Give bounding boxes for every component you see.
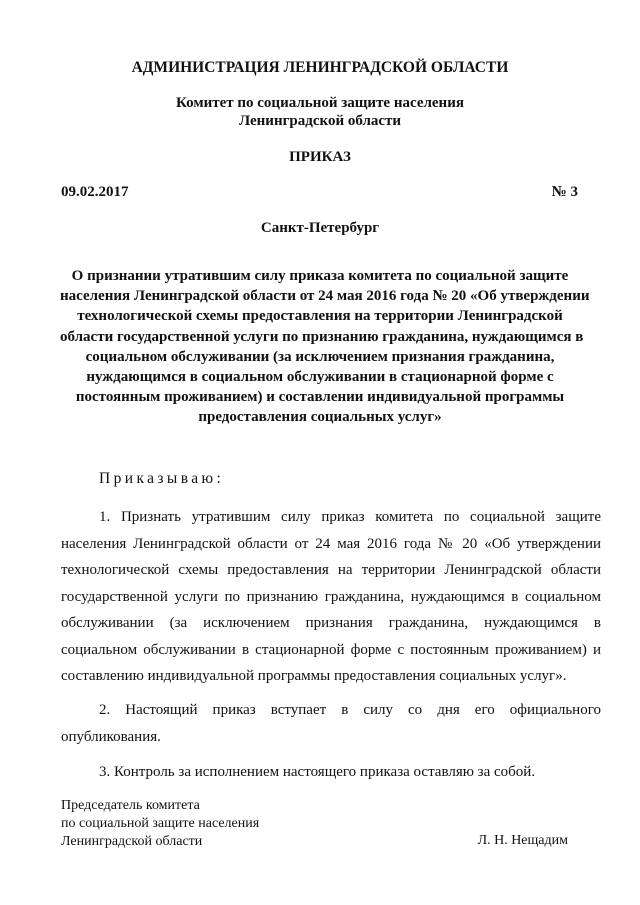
decree-word: Приказываю: [99, 470, 225, 487]
administration-heading: АДМИНИСТРАЦИЯ ЛЕНИНГРАДСКОЙ ОБЛАСТИ [131, 59, 509, 76]
paragraph-3 [61, 759, 601, 786]
committee-name-line: Комитет по социальной защите населения [176, 95, 464, 111]
committee-name-line: Ленинградской области [238, 113, 402, 129]
subject-line: населения Ленинградской области от 24 мая 2016 года № 20 «Об утверждении [60, 288, 590, 305]
paragraph-line: 1. Признать утратившим силу приказ комитета по социальной защите [99, 509, 601, 525]
signer-title-line: Ленинградской области [61, 834, 203, 849]
subject-line: технологической схемы предоставления на территории Ленинградской [77, 308, 563, 325]
document-type-title: ПРИКАЗ [289, 149, 351, 165]
paragraph-line: 2. Настоящий приказ вступает в силу со дня его официального [99, 702, 601, 718]
paragraph-line: населения Ленинградской области от 24 мая 2016 года № 20 «Об утверждении [61, 535, 601, 552]
paragraph-line: социальном обслуживании в стационарной форме с постоянным проживанием) и [61, 641, 601, 658]
paragraph-line: составлению индивидуальной программы предоставления социальных услуг». [61, 668, 567, 684]
subject-line: области государственной услуги по признанию гражданина, нуждающимся в [60, 328, 584, 345]
paragraph-line: 3. Контроль за исполнением настоящего приказа оставляю за собой. [99, 764, 536, 780]
paragraph-line: опубликования. [61, 728, 161, 745]
document-city: Санкт-Петербург [260, 220, 380, 236]
document-date: 09.02.2017 [61, 184, 129, 200]
paragraph-line: государственной услуги по признанию гражданина, нуждающимся в социальном [61, 588, 601, 605]
paragraph-2 [61, 697, 601, 750]
document-number: № 3 [551, 184, 578, 200]
paragraph-line: обслуживании (за исключением признания гражданина, нуждающимся в [61, 615, 601, 631]
signer-title-line: по социальной защите населения [61, 816, 260, 831]
signer-name: Л. Н. Нещадим [477, 833, 568, 848]
subject-line: постоянным проживанием) и составлении индивидуальной программы [75, 389, 565, 406]
subject-line: нуждающимся в социальном обслуживании в стационарной форме с [86, 369, 554, 386]
document-subject [60, 266, 590, 428]
subject-line: предоставления социальных услуг» [198, 409, 442, 426]
signer-title-line: Председатель комитета [61, 798, 200, 813]
paragraph-1 [61, 504, 601, 690]
subject-line: О признании утратившим силу приказа комитета по социальной защите [71, 268, 569, 284]
committee-name [0, 94, 640, 130]
signature-block [61, 797, 259, 851]
paragraph-line: технологической схемы предоставления на территории Ленинградской области [61, 562, 601, 578]
subject-line: социальном обслуживании (за исключением признания гражданина, [85, 348, 555, 365]
